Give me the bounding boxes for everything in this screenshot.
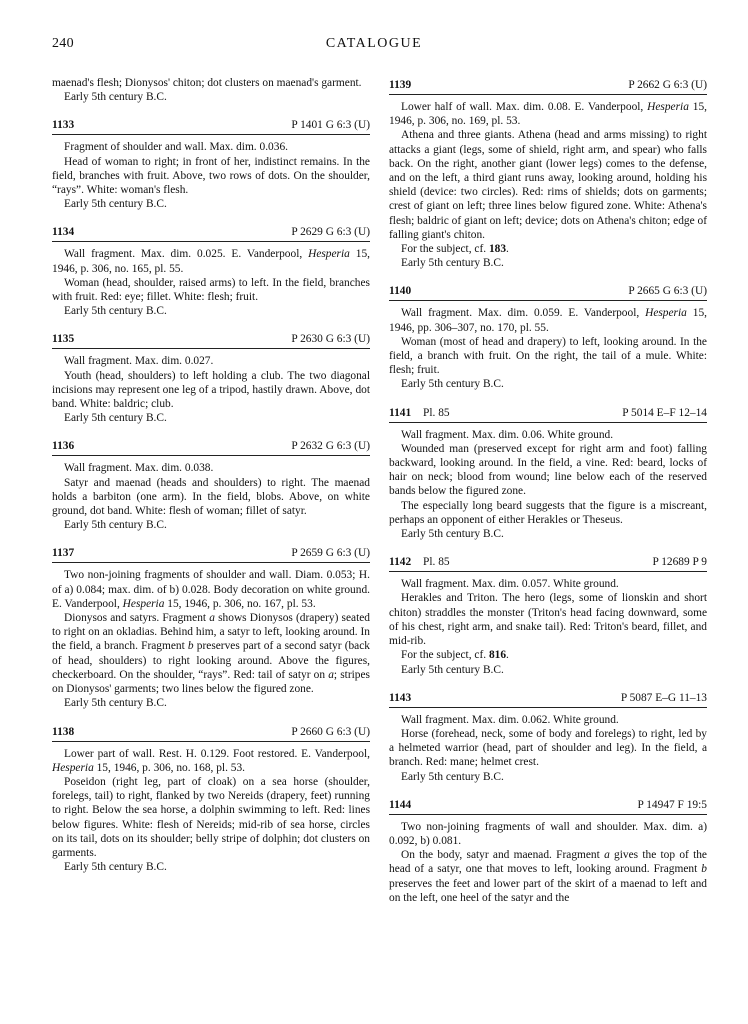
catalogue-entry-1138 — [52, 723, 370, 875]
catalogue-entry-1139 — [389, 76, 707, 270]
catalogue-entry-1140 — [389, 282, 707, 391]
entry-description: Fragment of shoulder and wall. Max. dim. 0.036. — [64, 141, 288, 154]
entry-description: Wounded man (preserved except for right arm and foot) falling backward, looking around. In the field, a vine. Red: beard, locks of hair on neck; blood from wound; line below each of the reserved bands below the figured zone. — [389, 442, 707, 498]
entry-heading — [389, 689, 707, 708]
catalogue-number: 1142 — [389, 556, 412, 569]
catalogue-number: 1138 — [52, 725, 75, 738]
entry-date: Early 5th century B.C. — [64, 305, 167, 318]
catalogue-number: 1144 — [389, 798, 412, 811]
entry-bibliography: Wall fragment. Max. dim. 0.025. E. Vanderpool, Hesperia 15, 1946, p. 306, no. 165, pl. 55. — [52, 248, 370, 275]
entry-cross-reference: For the subject, cf. 816. — [401, 649, 509, 662]
entry-date: Early 5th century B.C. — [64, 861, 167, 874]
entry-date: Early 5th century B.C. — [64, 91, 167, 104]
entry-description: Wall fragment. Max. dim. 0.027. — [64, 355, 214, 368]
entry-heading — [52, 544, 370, 563]
entry-description: Wall fragment. Max. dim. 0.038. — [64, 462, 214, 475]
entry-heading — [389, 796, 707, 815]
catalogue-number: 1140 — [389, 285, 412, 298]
entry-bibliography: Two non-joining fragments of shoulder and wall. Diam. 0.053; H. of a) 0.084; max. dim. of b) 0.028. Body decoration on white ground. E. Vanderpool, Hesperia 15, 1946, p. 306, no. 167, pl. 53. — [52, 569, 370, 610]
entry-description: Poseidon (right leg, part of cloak) on a sea horse (shoulder, forelegs, tail) to right, flanked by two Nereids (drapery, feet) running to right. Below the sea horse, a dolphin swimming to left. Red: lines below figures. White: flesh of Nereids; mid-rib of sea horse, circles on its tail, dots on its shoulder; belly stripe of dolphin; dot clusters on garments. — [52, 775, 370, 859]
entry-description: Satyr and maenad (heads and shoulders) to right. The maenad holds a barbiton (one arm). In the field, blobs. Above, on white ground, dot band. White: flesh of woman; fillet of satyr. — [52, 476, 370, 518]
plate-reference: Pl. 85 — [423, 556, 450, 569]
inventory-number: P 2659 G 6:3 (U) — [291, 547, 370, 560]
inventory-number: P 2665 G 6:3 (U) — [628, 285, 707, 298]
entry-heading — [52, 723, 370, 742]
entry-description: Youth (head, shoulders) to left holding a club. The two diagonal incisions may represent one leg of a tripod, hastily drawn. Above, dot band. White: baldric; club. — [52, 369, 370, 411]
inventory-number: P 1401 G 6:3 (U) — [291, 119, 370, 132]
catalogue-number: 1137 — [52, 547, 75, 560]
entry-description: Wall fragment. Max. dim. 0.062. White ground. — [401, 713, 619, 726]
entry-date: Early 5th century B.C. — [401, 378, 504, 391]
entry-date: Early 5th century B.C. — [401, 528, 504, 541]
plate-reference: Pl. 85 — [423, 406, 450, 419]
entry-heading — [389, 553, 707, 572]
entry-description: Wall fragment. Max. dim. 0.057. White ground. — [401, 578, 619, 591]
inventory-number: P 5014 E–F 12–14 — [622, 406, 707, 419]
entry-date: Early 5th century B.C. — [64, 697, 167, 710]
entry-description: Woman (most of head and drapery) to left, looking around. In the field, a branch with fruit. On the right, the tail of a mule. White: flesh; fruit. — [389, 335, 707, 377]
entry-date: Early 5th century B.C. — [401, 257, 504, 270]
entry-heading — [389, 282, 707, 301]
entry-description: Dionysos and satyrs. Fragment a shows Dionysos (drapery) seated to right on an okladias. Behind him, a satyr to left, looking around. In the field, a branch. Fragment b preserves part of a second satyr (back of head, shoulders) to right looking around. Above the figures, checkerboard. On the shoulder, “rays”. Red: tail of satyr on a; stripes on Dionysos' garments; two lines below the figured zone. — [52, 612, 370, 696]
inventory-number: P 2630 G 6:3 (U) — [291, 333, 370, 346]
catalogue-entry-1135 — [52, 330, 370, 425]
catalogue-number: 1134 — [52, 226, 75, 239]
inventory-number: P 2632 G 6:3 (U) — [291, 440, 370, 453]
inventory-number: P 2662 G 6:3 (U) — [628, 79, 707, 91]
catalogue-entry-1143 — [389, 689, 707, 784]
entry-description: On the body, satyr and maenad. Fragment a gives the top of the head of a satyr, one that moves to left, looking around. Fragment b preserves the feet and lower part of the skirt of a maenad to left and on the left, one heel of the satyr and the — [389, 849, 707, 904]
entry-heading — [389, 404, 707, 423]
entry-heading — [389, 76, 707, 95]
entry-heading — [52, 437, 370, 456]
entry-bibliography: Wall fragment. Max. dim. 0.059. E. Vanderpool, Hesperia 15, 1946, pp. 306–307, no. 170, pl. 55. — [389, 307, 707, 334]
catalogue-entry-1136 — [52, 437, 370, 532]
entry-description: Head of woman to right; in front of her, indistinct remains. In the field, branches with fruit. Above, two rows of dots. On the shoulder, “rays”. White: woman's flesh. — [52, 155, 370, 197]
right-column — [389, 76, 707, 905]
entry-description: Herakles and Triton. The hero (legs, some of lionskin and short chiton) straddles the monster (Triton's head facing downward, some of his chest, right arm, and snake tail). Red: Triton's beard, fillet, and mid-rib. — [389, 592, 707, 648]
entry-date: Early 5th century B.C. — [401, 663, 504, 676]
catalogue-entry-continuation — [52, 76, 370, 104]
entry-heading — [52, 116, 370, 135]
entry-description: Woman (head, shoulder, raised arms) to left. In the field, branches with fruit. Red: eye; fillet. White: flesh; fruit. — [52, 276, 370, 304]
catalogue-entry-1137 — [52, 544, 370, 710]
entry-date: Early 5th century B.C. — [64, 198, 167, 211]
catalogue-number: 1139 — [389, 79, 412, 91]
entry-cross-reference: For the subject, cf. 183. — [401, 243, 509, 256]
entry-description: Horse (forehead, neck, some of body and forelegs) to right, led by a helmeted warrior (head, part of shoulder and leg). In the field, a branch. Red: mane; helmet crest. — [389, 727, 707, 769]
entry-description: Two non-joining fragments of wall and shoulder. Max. dim. a) 0.092, b) 0.081. — [389, 820, 707, 847]
catalogue-entry-1133 — [52, 116, 370, 211]
entry-date: Early 5th century B.C. — [401, 770, 504, 783]
entry-heading — [52, 330, 370, 349]
entry-commentary: The especially long beard suggests that the figure is a miscreant, perhaps an opponent of either Herakles or Theseus. — [389, 499, 707, 526]
page-header — [0, 36, 748, 58]
entry-description: Athena and three giants. Athena (head and arms missing) to right attacks a giant (legs, some of shield, right arm, and spear) who falls back. On the right, another giant (lower legs) comes to the defense, and on the left, a third giant runs away, looking around, holding his shield (device: two circles). Red: rims of shields; dots on garments; crest of giant on left; three lines below figured zone. White: Athena's flesh; baldric of giant on left; device; dots on Athena's chiton; edge of falling giant's chiton. — [389, 129, 707, 241]
catalogue-entry-1141 — [389, 404, 707, 542]
catalogue-number: 1133 — [52, 119, 75, 132]
page-number: 240 — [52, 36, 74, 51]
entry-heading — [52, 223, 370, 242]
inventory-number: P 2660 G 6:3 (U) — [291, 725, 370, 738]
catalogue-entry-1134 — [52, 223, 370, 318]
inventory-number: P 14947 F 19:5 — [637, 798, 707, 811]
running-title: CATALOGUE — [325, 36, 423, 51]
catalogue-entry-1144 — [389, 796, 707, 905]
entry-date: Early 5th century B.C. — [64, 519, 167, 532]
catalogue-number: 1136 — [52, 440, 75, 453]
inventory-number: P 2629 G 6:3 (U) — [291, 226, 370, 239]
entry-bibliography: Lower half of wall. Max. dim. 0.08. E. Vanderpool, Hesperia 15, 1946, p. 306, no. 169, pl. 53. — [389, 101, 708, 128]
entry-date: Early 5th century B.C. — [64, 412, 167, 425]
inventory-number: P 12689 P 9 — [652, 556, 707, 569]
catalogue-number: 1143 — [389, 691, 412, 704]
left-column — [52, 76, 370, 874]
entry-description: Wall fragment. Max. dim. 0.06. White ground. — [401, 428, 614, 441]
entry-description: maenad's flesh; Dionysos' chiton; dot clusters on maenad's garment. — [52, 77, 362, 89]
catalogue-entry-1142 — [389, 553, 707, 676]
catalogue-number: 1135 — [52, 333, 75, 346]
inventory-number: P 5087 E–G 11–13 — [620, 691, 707, 704]
entry-bibliography: Lower part of wall. Rest. H. 0.129. Foot restored. E. Vanderpool, Hesperia 15, 1946, p. 306, no. 168, pl. 53. — [52, 747, 370, 774]
catalogue-number: 1141 — [389, 406, 412, 419]
